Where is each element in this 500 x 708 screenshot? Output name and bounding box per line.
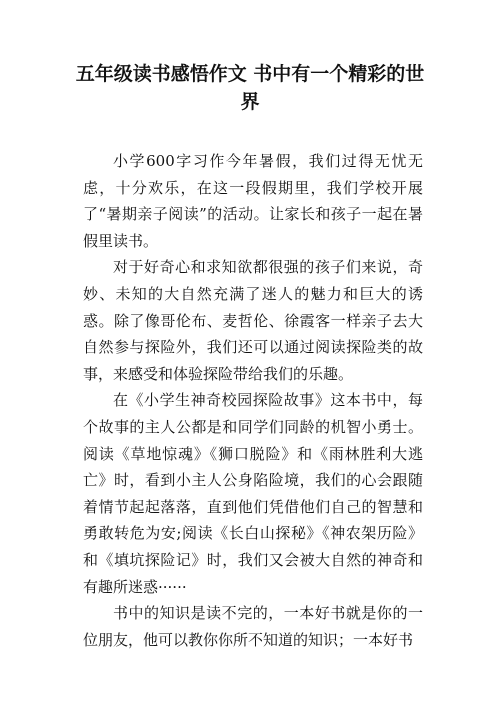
document-title: 五年级读书感悟作文 书中有一个精彩的世界 (75, 63, 425, 113)
paragraph: 对于好奇心和求知欲都很强的孩子们来说，奇妙、未知的大自然充满了迷人的魅力和巨大的诱惑。除了像哥伦布、麦哲伦、徐霞客一样亲子去大自然参与探险外，我们还可以通过阅读探险类的故事，来感受和体验探险带给我们的乐趣。 (83, 258, 423, 383)
paragraph: 在《小学生神奇校园探险故事》这本书中，每个故事的主人公都是和同学们同龄的机智小勇士。阅读《草地惊魂》《狮口脱险》和《雨林胜利大逃亡》时，看到小主人公身陷险境，我们的心会跟随着情节起起落落，直到他们凭借他们自己的智慧和勇敢转危为安;阅读《长白山探秘》《神农架历险》和《填坑探险记》时，我们又会被大自然的神奇和有趣所迷惑······ (83, 391, 423, 596)
paragraph: 书中的知识是读不完的，一本好书就是你的一位朋友，他可以教你你所不知道的知识；一本好书 (83, 604, 423, 649)
paragraph: 小学600字习作今年暑假，我们过得无忧无虑，十分欢乐，在这一段假期里，我们学校开展了“暑期亲子阅读”的活动。让家长和孩子一起在暑假里读书。 (83, 152, 423, 250)
document-body (83, 148, 423, 653)
